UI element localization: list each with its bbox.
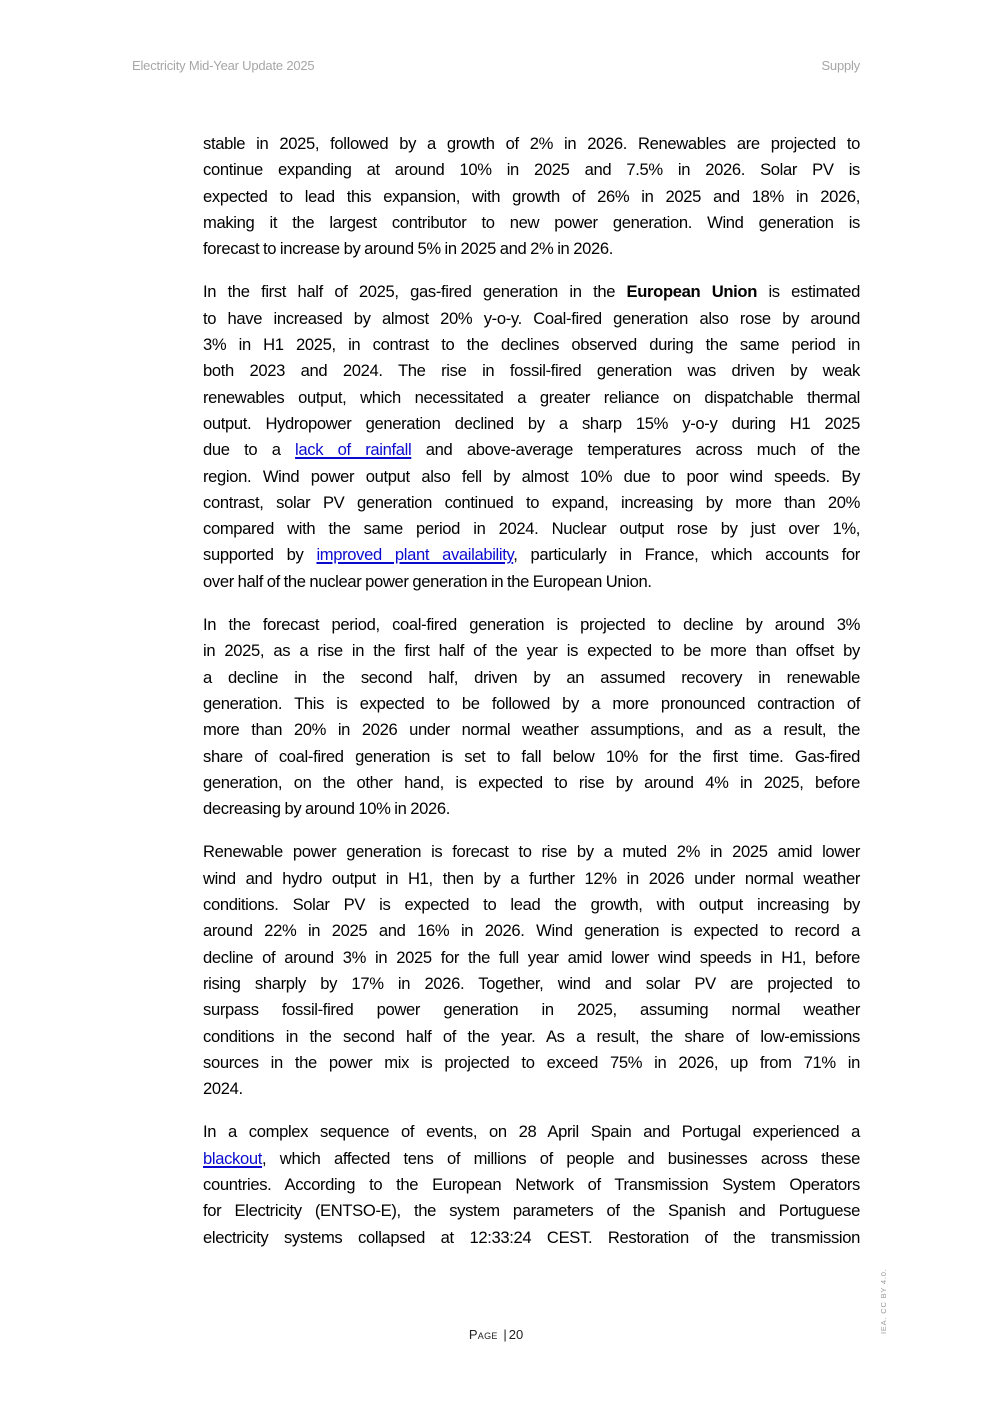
text-line bbox=[203, 542, 860, 568]
text-line: wind and hydro output in H1, then by a further 12% in 2026 under normal weather bbox=[203, 868, 860, 888]
text-line: continue expanding at around 10% in 2025 and 7.5% in 2026. Solar PV is bbox=[203, 160, 860, 180]
text-line: In a complex sequence of events, on 28 April Spain and Portugal experienced a bbox=[203, 1122, 860, 1142]
link-blackout[interactable]: blackout bbox=[203, 1148, 263, 1168]
license-notice: IEA. CC BY 4.0. bbox=[879, 1268, 888, 1334]
text-line: compared with the same period in 2024. Nuclear output rose by just over 1%, bbox=[203, 519, 860, 539]
page-separator: | bbox=[503, 1327, 507, 1342]
page-label: Page bbox=[468, 1327, 498, 1342]
text-fragment: is estimated bbox=[756, 282, 860, 302]
text-line: to have increased by almost 20% y-o-y. Coal-fired generation also rose by around bbox=[203, 308, 860, 328]
text-line: conditions. Solar PV is expected to lead the growth, with output increasing by bbox=[203, 895, 860, 915]
paragraph-eu-h1-2025 bbox=[203, 279, 860, 595]
text-line bbox=[203, 437, 860, 463]
text-line: generation. This is expected to be followed by a more pronounced contraction of bbox=[203, 693, 860, 713]
text-line: sources in the power mix is projected to exceed 75% in 2026, up from 71% in bbox=[203, 1052, 860, 1072]
text-line: decline of around 3% in 2025 for the full year amid lower wind speeds in H1, before bbox=[203, 947, 860, 967]
text-line: stable in 2025, followed by a growth of 2% in 2026. Renewables are projected to bbox=[203, 134, 860, 153]
text-line: 2024. bbox=[203, 1079, 243, 1099]
text-line: both 2023 and 2024. The rise in fossil-fired generation was driven by weak bbox=[203, 361, 860, 381]
text-line: In the forecast period, coal-fired generation is projected to decline by around 3% bbox=[203, 615, 860, 635]
text-line: more than 20% in 2026 under normal weather assumptions, and as a result, the bbox=[203, 720, 860, 740]
text-line: around 22% in 2025 and 16% in 2026. Wind generation is expected to record a bbox=[203, 921, 860, 941]
text-line: for Electricity (ENTSO-E), the system parameters of the Spanish and Portuguese bbox=[203, 1201, 860, 1221]
text-line: a decline in the second half, driven by an assumed recovery in renewable bbox=[203, 667, 860, 687]
region-name-european-union: European Union bbox=[626, 282, 757, 302]
text-fragment: and above-average temperatures across much of the bbox=[411, 440, 860, 460]
text-fragment: , which affected tens of millions of people and businesses across these bbox=[262, 1148, 860, 1168]
text-line: 3% in H1 2025, in contrast to the declines observed during the same period in bbox=[203, 335, 860, 355]
text-line: electricity systems collapsed at 12:33:24 CEST. Restoration of the transmission bbox=[203, 1227, 860, 1247]
text-line bbox=[203, 1146, 860, 1172]
text-fragment: supported by bbox=[203, 545, 317, 565]
text-line bbox=[203, 279, 860, 305]
body-text bbox=[203, 131, 860, 1268]
text-fragment: , particularly in France, which accounts for bbox=[513, 545, 860, 565]
text-line: contrast, solar PV generation continued to expand, increasing by more than 20% bbox=[203, 492, 860, 512]
section-name: Supply bbox=[821, 58, 860, 73]
paragraph-eu-forecast-renewables bbox=[203, 839, 860, 1102]
text-line: share of coal-fired generation is set to fall below 10% for the first time. Gas-fired bbox=[203, 746, 860, 766]
text-line: rising sharply by 17% in 2026. Together, wind and solar PV are projected to bbox=[203, 973, 860, 993]
paragraph-eu-forecast-fossil bbox=[203, 612, 860, 822]
text-line: Renewable power generation is forecast to rise by a muted 2% in 2025 amid lower bbox=[203, 842, 860, 862]
running-header bbox=[132, 58, 860, 76]
text-line: over half of the nuclear power generation in the European Union. bbox=[203, 571, 652, 591]
text-line: surpass fossil-fired power generation in 2025, assuming normal weather bbox=[203, 1000, 860, 1020]
page-footer bbox=[0, 1327, 992, 1342]
text-line: forecast to increase by around 5% in 2025 and 2% in 2026. bbox=[203, 239, 613, 259]
page-number: 20 bbox=[508, 1327, 524, 1342]
paragraph-iberian-blackout bbox=[203, 1119, 860, 1250]
text-fragment: due to a bbox=[203, 440, 296, 460]
document-title: Electricity Mid-Year Update 2025 bbox=[132, 58, 315, 73]
text-line: decreasing by around 10% in 2026. bbox=[203, 799, 451, 819]
text-fragment: In the first half of 2025, gas-fired generation in the bbox=[203, 282, 627, 302]
text-line: conditions in the second half of the year. As a result, the share of low-emissions bbox=[203, 1026, 860, 1046]
text-line: countries. According to the European Network of Transmission System Operators bbox=[203, 1174, 860, 1194]
text-line: generation, on the other hand, is expected to rise by around 4% in 2025, before bbox=[203, 772, 860, 792]
text-line: renewables output, which necessitated a greater reliance on dispatchable thermal bbox=[203, 387, 860, 407]
link-lack-of-rainfall[interactable]: lack of rainfall bbox=[295, 440, 412, 460]
link-improved-plant-availability[interactable]: improved plant availability bbox=[316, 545, 514, 565]
text-line: in 2025, as a rise in the first half of the year is expected to be more than offset by bbox=[203, 641, 860, 661]
text-line: output. Hydropower generation declined by a sharp 15% y-o-y during H1 2025 bbox=[203, 413, 860, 433]
paragraph-china-renewables bbox=[203, 131, 860, 262]
text-line: making it the largest contributor to new power generation. Wind generation is bbox=[203, 212, 860, 232]
text-line: expected to lead this expansion, with growth of 26% in 2025 and 18% in 2026, bbox=[203, 186, 860, 206]
text-line: region. Wind power output also fell by almost 10% due to poor wind speeds. By bbox=[203, 466, 860, 486]
